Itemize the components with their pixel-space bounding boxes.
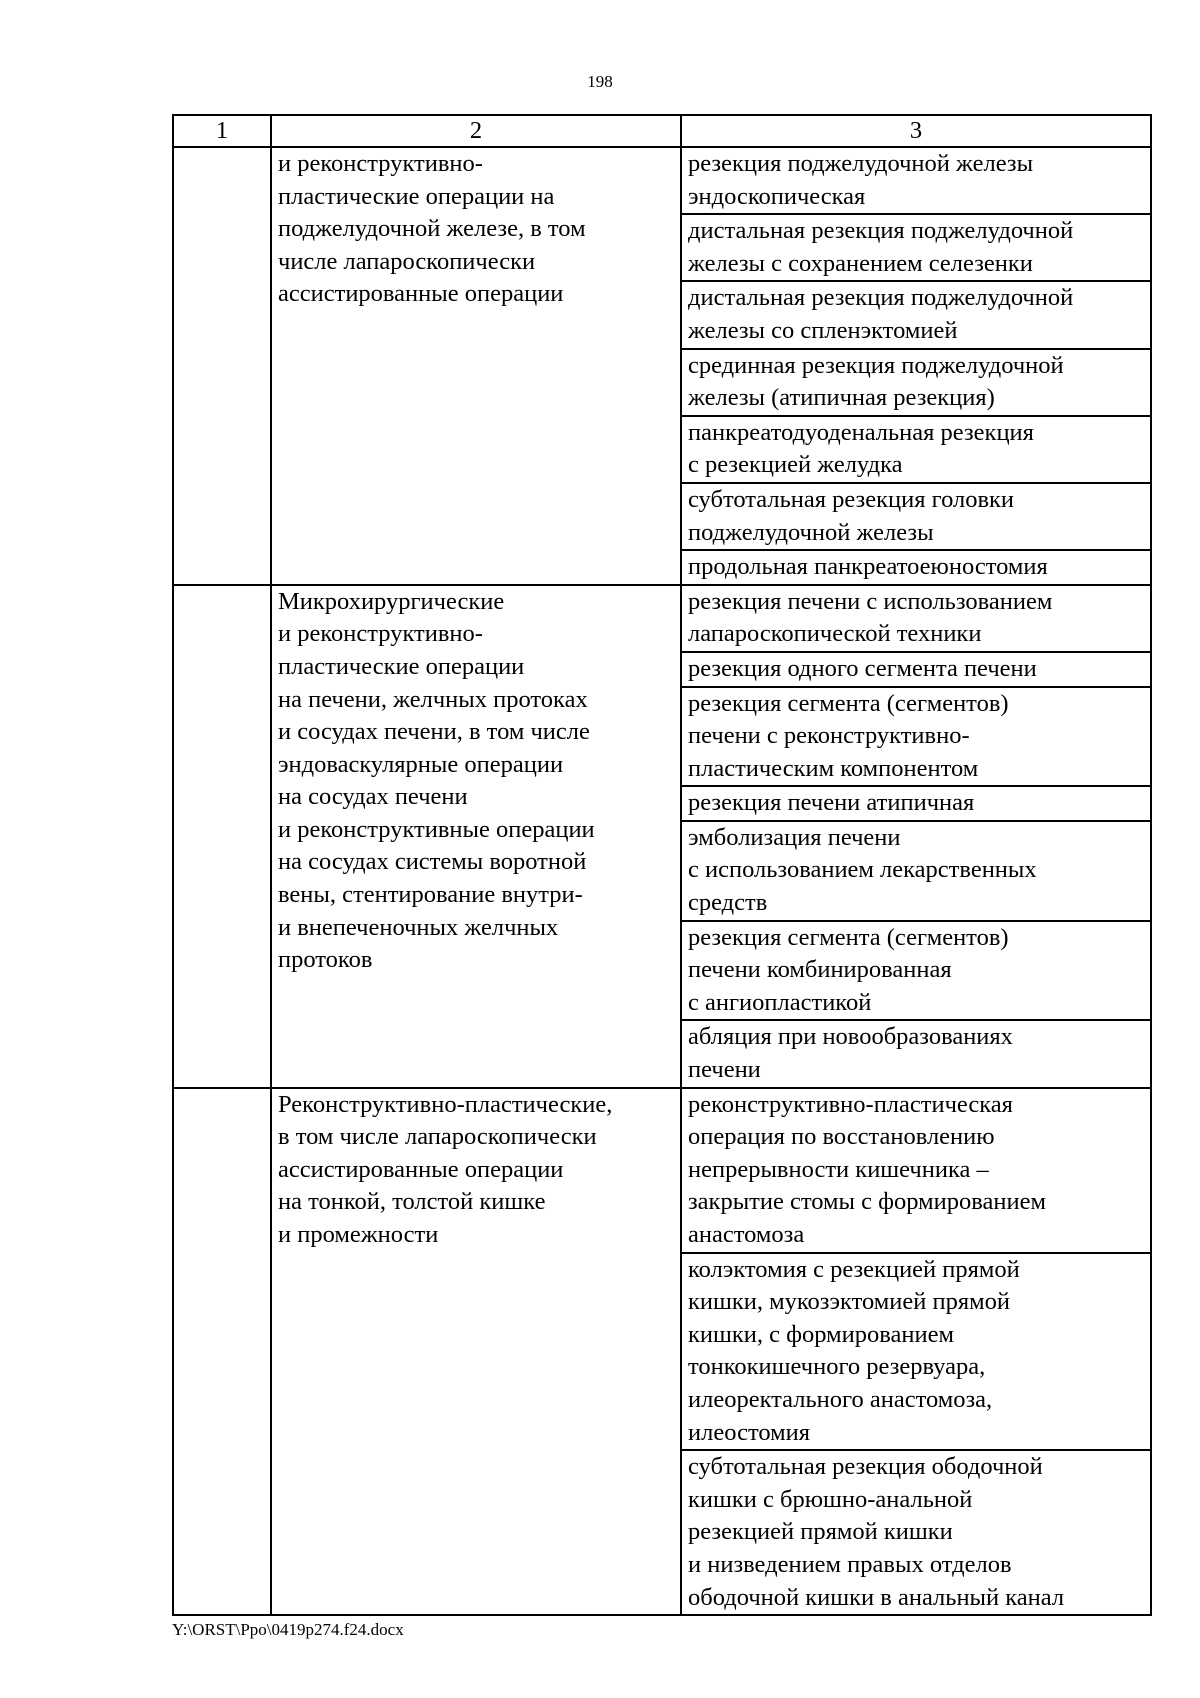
header-col-3: 3	[681, 115, 1151, 147]
operation-description-cell: Микрохирургические и реконструктивно- пластические операции на печени, желчных протоках и сосудах печени, в том числе эндоваскулярные операции на сосудах печени и реконструктивные операции на сосудах системы воротной вены, стентирование внутри- и внепеченочных желчных протоков	[271, 585, 681, 1088]
treatment-method-cell: резекция сегмента (сегментов) печени комбинированная с ангиопластикой	[681, 921, 1151, 1021]
table-header	[173, 115, 1151, 147]
page-number: 198	[587, 72, 613, 91]
treatment-method-cell: дистальная резекция поджелудочной железы со спленэктомией	[681, 281, 1151, 348]
table-row	[173, 147, 1151, 214]
procedures-table	[172, 114, 1152, 1616]
treatment-method-cell: панкреатодуоденальная резекция с резекцией желудка	[681, 416, 1151, 483]
treatment-method-cell: резекция одного сегмента печени	[681, 652, 1151, 687]
treatment-method-cell: продольная панкреатоеюностомия	[681, 550, 1151, 585]
treatment-method-cell: резекция сегмента (сегментов) печени с реконструктивно- пластическим компонентом	[681, 687, 1151, 787]
number-cell	[173, 585, 271, 1088]
treatment-method-cell: колэктомия с резекцией прямой кишки, мукозэктомией прямой кишки, с формированием тонкокишечного резервуара, илеоректального анастомоза, илеостомия	[681, 1253, 1151, 1451]
treatment-method-cell: резекция печени с использованием лапароскопической техники	[681, 585, 1151, 652]
treatment-method-cell: резекция поджелудочной железы эндоскопическая	[681, 147, 1151, 214]
table-row	[173, 1088, 1151, 1253]
treatment-method-cell: резекция печени атипичная	[681, 786, 1151, 821]
number-cell	[173, 1088, 271, 1616]
treatment-method-cell: субтотальная резекция головки поджелудочной железы	[681, 483, 1151, 550]
header-row	[173, 115, 1151, 147]
operation-description-cell: и реконструктивно- пластические операции на поджелудочной железе, в том числе лапароскопически ассистированные операции	[271, 147, 681, 585]
treatment-method-cell: срединная резекция поджелудочной железы (атипичная резекция)	[681, 349, 1151, 416]
table-row	[173, 585, 1151, 652]
header-col-1: 1	[173, 115, 271, 147]
header-col-2: 2	[271, 115, 681, 147]
treatment-method-cell: эмболизация печени с использованием лекарственных средств	[681, 821, 1151, 921]
treatment-method-cell: дистальная резекция поджелудочной железы с сохранением селезенки	[681, 214, 1151, 281]
number-cell	[173, 147, 271, 585]
table-body	[173, 147, 1151, 1615]
treatment-method-cell: субтотальная резекция ободочной кишки с брюшно-анальной резекцией прямой кишки и низведением правых отделов ободочной кишки в анальный канал	[681, 1450, 1151, 1615]
file-path-footer: Y:\ORST\Ppo\0419p274.f24.docx	[172, 1620, 404, 1639]
operation-description-cell: Реконструктивно-пластические, в том числе лапароскопически ассистированные операции на тонкой, толстой кишке и промежности	[271, 1088, 681, 1616]
treatment-method-cell: реконструктивно-пластическая операция по восстановлению непрерывности кишечника – закрытие стомы с формированием анастомоза	[681, 1088, 1151, 1253]
treatment-method-cell: абляция при новообразованиях печени	[681, 1020, 1151, 1087]
